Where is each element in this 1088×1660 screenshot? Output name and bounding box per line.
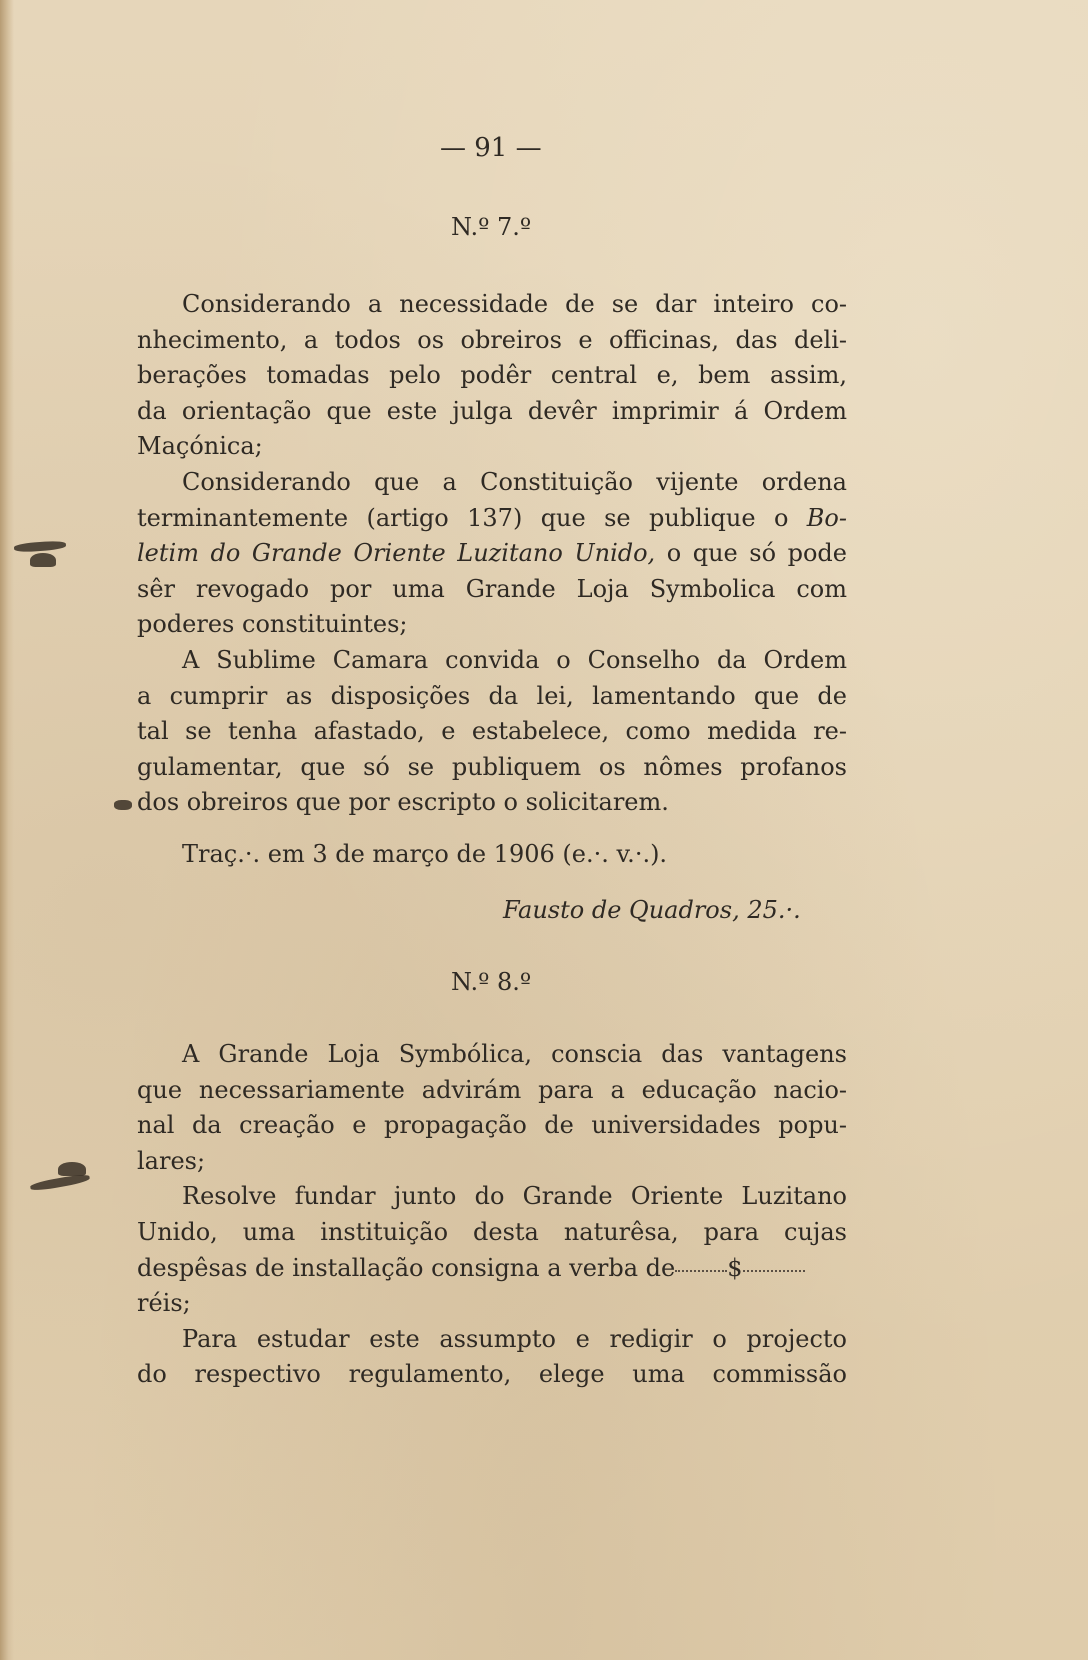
paragraph-line: Resolve fundar junto do Grande Oriente Luzitano [182,1182,847,1211]
section-7-heading: N.º 7.º [451,213,532,241]
blank-fill [743,1270,805,1272]
paragraph-line: berações tomadas pelo podêr central e, bem assim, [137,361,847,390]
italic-title: Bo- [806,503,847,532]
paragraph-line: Para estudar este assumpto e redigir o projecto [182,1324,847,1353]
currency-symbol: $ [727,1253,743,1282]
paragraph-line: Unido, uma instituição desta naturêsa, para cujas [137,1217,847,1246]
ink-stain [58,1162,86,1176]
italic-title: letim do Grande Oriente Luzitano Unido, [137,539,656,568]
paragraph-line: dos obreiros que por escripto o solicitarem. [137,788,669,817]
paragraph-line: Considerando a necessidade de se dar inteiro co- [182,290,847,318]
paragraph-line: nal da creação e propagação de universidades popu- [137,1111,847,1140]
paragraph-text: despêsas de installação consigna a verba de [137,1253,676,1282]
section-8-heading: N.º 8.º [451,968,532,996]
paragraph-line: a cumprir as disposições da lei, lamentando que de [137,681,847,710]
paragraph-line [137,536,847,572]
paragraph-line: réis; [137,1289,191,1318]
paragraph-line: que necessariamente advirám para a educação nacio- [137,1075,847,1104]
paragraph-line: sêr revogado por uma Grande Loja Symbolica com [137,574,847,603]
paragraph-line [137,501,847,537]
paragraph-line [137,1251,847,1287]
page-number: — 91 — [440,133,542,163]
paragraph-text: terminantemente (artigo 137) que se publique o [137,503,789,532]
paragraph-line: da orientação que este julga devêr imprimir á Ordem [137,396,847,425]
signature: Fausto de Quadros, 25.·. [503,896,801,924]
paragraph-line: do respectivo regulamento, elege uma commissão [137,1360,847,1389]
section-8-body [137,1037,847,1393]
paragraph-line: tal se tenha afastado, e estabelece, como medida re- [137,717,847,746]
date-line: Traç.·. em 3 de março de 1906 (e.·. v.·.). [182,840,668,868]
paragraph-text: o que só pode [655,539,847,568]
paragraph-line: poderes constituintes; [137,610,408,639]
section-7-body [137,287,847,821]
paragraph-line: Considerando que a Constituição vijente ordena [182,467,847,496]
page-edge [0,0,14,1660]
ink-stain [30,553,56,567]
ink-stain [14,540,67,553]
blank-fill [675,1270,727,1272]
paragraph-line: gulamentar, que só se publiquem os nômes profanos [137,752,847,781]
paragraph-line: nhecimento, a todos os obreiros e officinas, das deli- [137,325,847,354]
ink-stain [114,800,132,810]
paragraph-line: A Grande Loja Symbólica, conscia das vantagens [182,1040,847,1068]
paragraph-line: lares; [137,1146,206,1175]
paragraph-line: A Sublime Camara convida o Conselho da Ordem [182,645,847,674]
paragraph-line: Maçónica; [137,432,263,461]
